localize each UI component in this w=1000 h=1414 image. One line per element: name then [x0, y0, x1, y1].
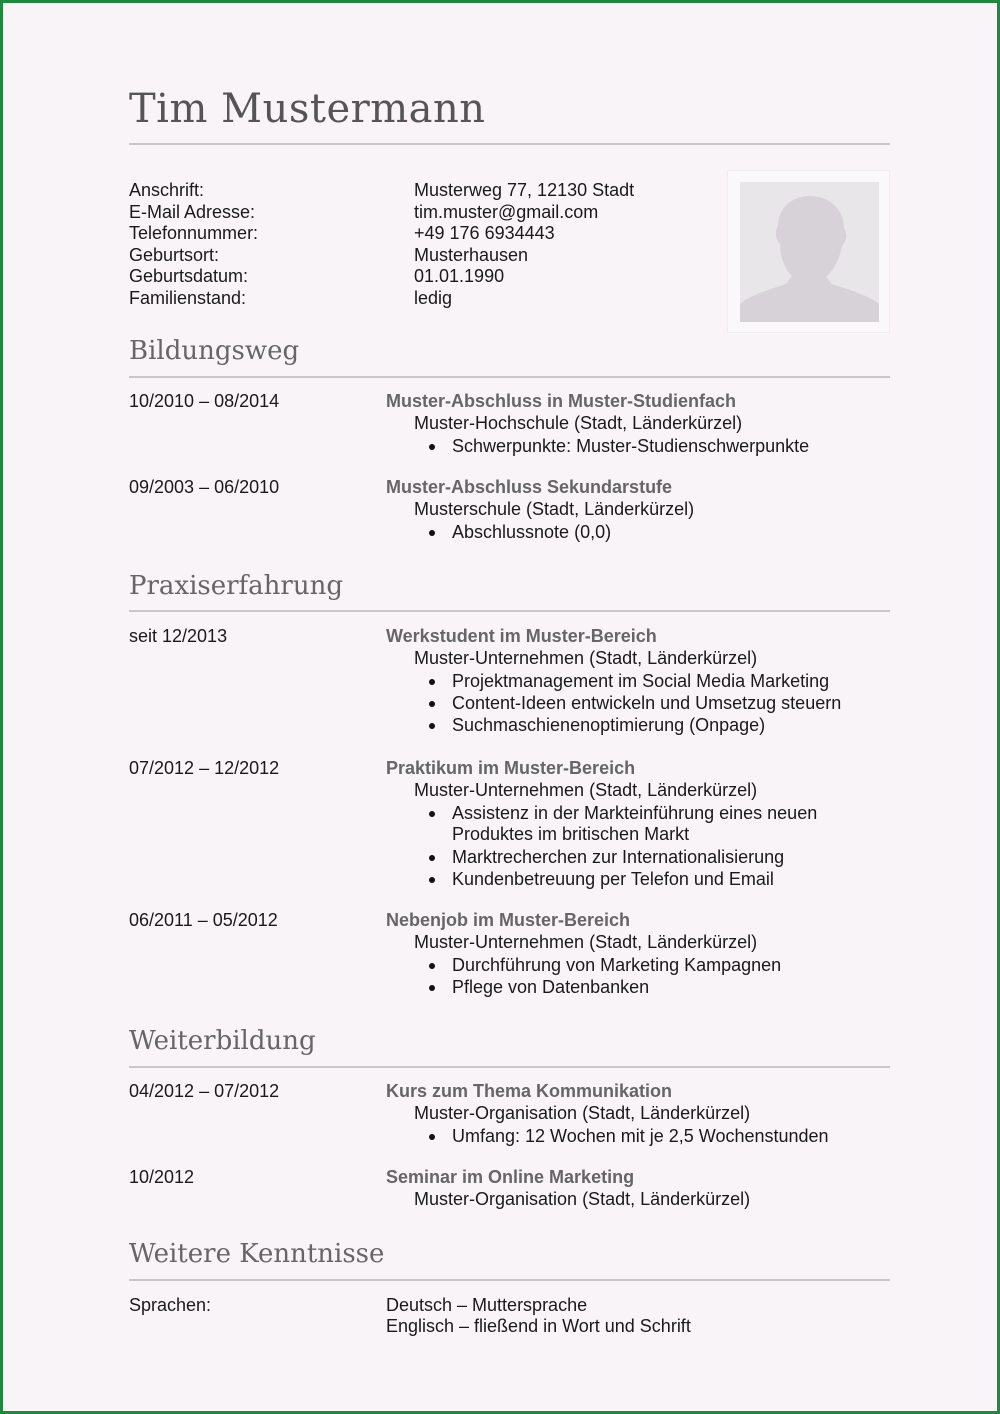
languages-label: Sprachen:	[129, 1295, 212, 1315]
section-heading-education: Bildungsweg	[129, 336, 300, 366]
experience-bullet: Assistenz in der Markteinführung eines neuen	[452, 803, 818, 823]
experience-bullet: Kundenbetreuung per Telefon und Email	[452, 869, 774, 889]
label-phone: Telefonnummer:	[129, 223, 259, 243]
training-date: 04/2012 – 07/2012	[129, 1081, 280, 1101]
language-line: Deutsch – Muttersprache	[386, 1295, 588, 1315]
value-phone: +49 176 6934443	[414, 223, 555, 243]
training-date: 10/2012	[129, 1167, 195, 1187]
experience-company: Muster-Unternehmen (Stadt, Länderkürzel)	[414, 932, 758, 952]
label-birthplace: Geburtsort:	[129, 244, 220, 265]
section-heading-experience: Praxiserfahrung	[129, 571, 343, 601]
training-title: Seminar im Online Marketing	[386, 1167, 635, 1187]
label-email: E-Mail Adresse:	[129, 201, 256, 222]
experience-bullet: Durchführung von Marketing Kampagnen	[452, 955, 782, 975]
experience-bullet: Marktrecherchen zur Internationalisierung	[452, 847, 785, 867]
training-bullet: Umfang: 12 Wochen mit je 2,5 Wochenstunden	[452, 1126, 829, 1146]
value-birthplace: Musterhausen	[414, 244, 529, 265]
value-marital-status: ledig	[414, 287, 453, 308]
label-marital-status: Familienstand:	[129, 287, 247, 308]
value-birthdate: 01.01.1990	[414, 266, 505, 286]
experience-bullet: Suchmaschienenoptimierung (Onpage)	[452, 715, 766, 735]
experience-company: Muster-Unternehmen (Stadt, Länderkürzel)	[414, 648, 758, 668]
experience-company: Muster-Unternehmen (Stadt, Länderkürzel)	[414, 780, 758, 800]
experience-title: Praktikum im Muster-Bereich	[386, 758, 636, 778]
experience-date: seit 12/2013	[129, 626, 228, 646]
section-heading-training: Weiterbildung	[129, 1026, 316, 1056]
experience-bullet-continuation: Produktes im britischen Markt	[452, 824, 690, 844]
label-address: Anschrift:	[129, 180, 205, 200]
experience-bullet: Content-Ideen entwickeln und Umsetzug steuern	[452, 693, 842, 713]
education-date: 10/2010 – 08/2014	[129, 391, 280, 411]
education-bullet: Schwerpunkte: Muster-Studienschwerpunkte	[452, 436, 810, 456]
experience-title: Nebenjob im Muster-Bereich	[386, 910, 631, 930]
education-bullet: Abschlussnote (0,0)	[452, 522, 612, 542]
experience-title: Werkstudent im Muster-Bereich	[386, 626, 657, 646]
section-heading-skills: Weitere Kenntnisse	[129, 1239, 385, 1269]
label-birthdate: Geburtsdatum:	[129, 266, 249, 286]
experience-bullet: Projektmanagement im Social Media Marketing	[452, 671, 830, 691]
applicant-name: Tim Mustermann	[129, 86, 486, 132]
education-institution: Muster-Hochschule (Stadt, Länderkürzel)	[414, 413, 743, 433]
training-organisation: Muster-Organisation (Stadt, Länderkürzel)	[414, 1189, 751, 1209]
experience-bullet: Pflege von Datenbanken	[452, 977, 650, 997]
training-title: Kurs zum Thema Kommunikation	[386, 1081, 673, 1101]
value-email: tim.muster@gmail.com	[414, 201, 599, 222]
experience-date: 06/2011 – 05/2012	[129, 910, 278, 930]
value-address: Musterweg 77, 12130 Stadt	[414, 180, 635, 200]
education-title: Muster-Abschluss in Muster-Studienfach	[386, 391, 737, 411]
education-title: Muster-Abschluss Sekundarstufe	[386, 477, 673, 497]
training-organisation: Muster-Organisation (Stadt, Länderkürzel)	[414, 1103, 751, 1123]
experience-date: 07/2012 – 12/2012	[129, 758, 280, 778]
education-date: 09/2003 – 06/2010	[129, 477, 280, 497]
education-institution: Musterschule (Stadt, Länderkürzel)	[414, 499, 695, 519]
language-line: Englisch – fließend in Wort und Schrift	[386, 1316, 691, 1336]
